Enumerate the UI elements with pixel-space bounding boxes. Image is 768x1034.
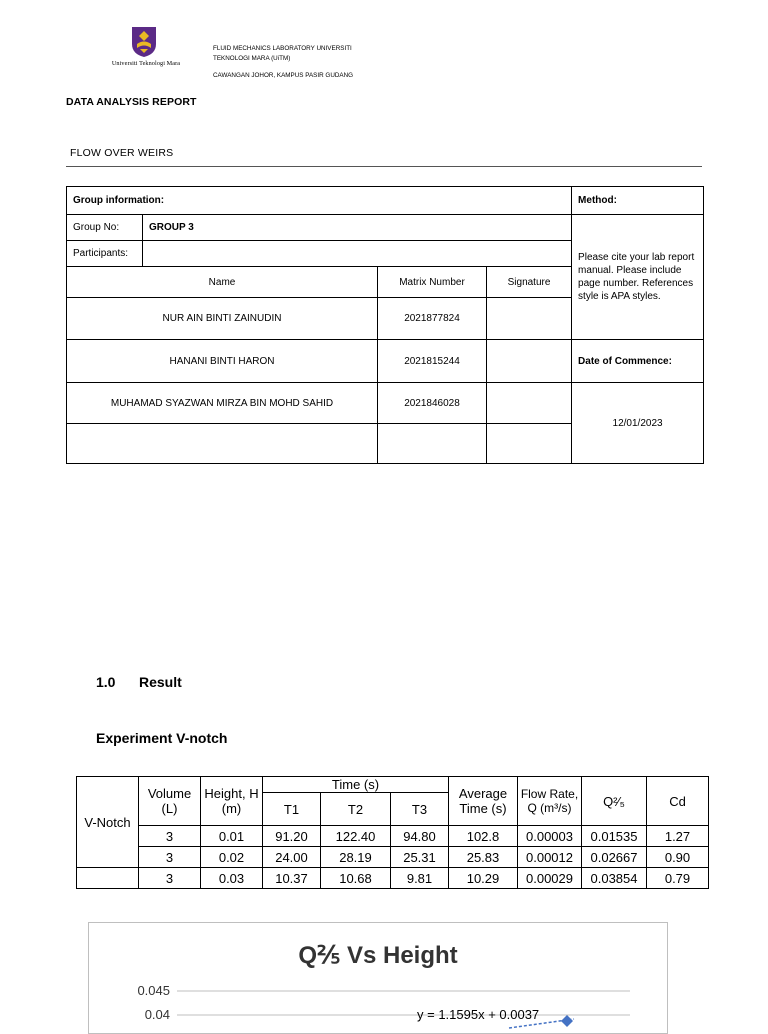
participant-signature: [487, 340, 572, 383]
university-logo: [98, 26, 194, 70]
column-signature-header: Signature: [487, 267, 572, 298]
column-matrix-header: Matrix Number: [378, 267, 487, 298]
cell-volume: 3: [139, 826, 201, 847]
cell-t2: 28.19: [321, 847, 391, 868]
row-label: V-Notch: [77, 777, 139, 868]
participant-name: NUR AIN BINTI ZAINUDIN: [67, 298, 378, 340]
participant-row: [67, 340, 704, 383]
header-time: Time (s): [263, 777, 449, 793]
subject-title: FLOW OVER WEIRS: [70, 147, 174, 159]
cell-height: 0.03: [201, 868, 263, 889]
participant-signature: [487, 424, 572, 464]
vnotch-table: [76, 776, 709, 889]
header-q: Q²⁄₅: [582, 777, 647, 826]
cell-t2: 10.68: [321, 868, 391, 889]
cell-average: 25.83: [449, 847, 518, 868]
group-no-label: Group No:: [67, 215, 143, 241]
cell-q: 0.01535: [582, 826, 647, 847]
cell-flow: 0.00029: [518, 868, 582, 889]
report-title: DATA ANALYSIS REPORT: [66, 96, 197, 108]
header-t2: T2: [321, 793, 391, 826]
crest-icon: [131, 26, 157, 58]
y-tick-label: 0.045: [137, 983, 170, 998]
header-t3: T3: [391, 793, 449, 826]
header-height: Height, H (m): [201, 777, 263, 826]
date-value: 12/01/2023: [572, 383, 704, 464]
lab-line-2: TEKNOLOGI MARA (UiTM): [213, 54, 291, 62]
header-t1: T1: [263, 793, 321, 826]
cell-q: 0.03854: [582, 868, 647, 889]
trendline-equation: y = 1.1595x + 0.0037: [417, 1007, 540, 1022]
cell-average: 10.29: [449, 868, 518, 889]
cell-t1: 10.37: [263, 868, 321, 889]
participant-signature: [487, 383, 572, 424]
cell-cd: 1.27: [647, 826, 709, 847]
logo-text: Universiti Teknologi Mara: [111, 60, 181, 67]
cell-volume: 3: [139, 847, 201, 868]
row-label-blank: [77, 868, 139, 889]
divider: [66, 166, 702, 167]
table-row: [77, 868, 709, 889]
chart-title: Q⅖ Vs Height: [298, 942, 458, 969]
section-heading: [96, 674, 182, 690]
participants-label: Participants:: [67, 241, 143, 267]
header-average-time: Average Time (s): [449, 777, 518, 826]
chart-svg: [89, 923, 667, 1033]
date-label: Date of Commence:: [572, 340, 704, 383]
y-tick-label: 0.04: [144, 1007, 170, 1022]
header-flow-rate: Flow Rate, Q (m³/s): [518, 777, 582, 826]
participant-name: [67, 424, 378, 464]
column-name-header: Name: [67, 267, 378, 298]
participant-matrix: 2021846028: [378, 383, 487, 424]
section-title: Result: [139, 674, 182, 690]
header-volume: Volume (L): [139, 777, 201, 826]
participant-name: MUHAMAD SYAZWAN MIRZA BIN MOHD SAHID: [67, 383, 378, 424]
chart-panel: [88, 922, 668, 1034]
data-point: [561, 1015, 573, 1027]
cell-t2: 122.40: [321, 826, 391, 847]
cell-height: 0.01: [201, 826, 263, 847]
cell-flow: 0.00012: [518, 847, 582, 868]
cell-t3: 25.31: [391, 847, 449, 868]
cell-t3: 94.80: [391, 826, 449, 847]
experiment-title: Experiment V-notch: [96, 730, 228, 746]
cell-height: 0.02: [201, 847, 263, 868]
table-row: [77, 826, 709, 847]
participant-matrix: [378, 424, 487, 464]
participant-matrix: 2021877824: [378, 298, 487, 340]
cell-t1: 24.00: [263, 847, 321, 868]
cell-t1: 91.20: [263, 826, 321, 847]
group-info-label: Group information:: [67, 187, 572, 215]
cell-t3: 9.81: [391, 868, 449, 889]
header-cd: Cd: [647, 777, 709, 826]
participant-row: [67, 383, 704, 424]
section-number: 1.0: [96, 674, 116, 690]
method-label: Method:: [572, 187, 704, 215]
group-no-value: GROUP 3: [143, 215, 572, 241]
cell-cd: 0.90: [647, 847, 709, 868]
lab-address: [213, 44, 353, 81]
group-info-table: [66, 186, 704, 464]
cell-cd: 0.79: [647, 868, 709, 889]
cell-average: 102.8: [449, 826, 518, 847]
cell-volume: 3: [139, 868, 201, 889]
lab-line-1: FLUID MECHANICS LABORATORY UNIVERSITI: [213, 45, 352, 52]
participant-matrix: 2021815244: [378, 340, 487, 383]
table-row: [77, 847, 709, 868]
cell-q: 0.02667: [582, 847, 647, 868]
cell-flow: 0.00003: [518, 826, 582, 847]
participant-signature: [487, 298, 572, 340]
participants-blank: [143, 241, 572, 267]
method-text: Please cite your lab report manual. Please include page number. References style is APA styles.: [572, 215, 704, 340]
campus-line: CAWANGAN JOHOR, KAMPUS PASIR GUDANG: [213, 72, 354, 80]
participant-name: HANANI BINTI HARON: [67, 340, 378, 383]
